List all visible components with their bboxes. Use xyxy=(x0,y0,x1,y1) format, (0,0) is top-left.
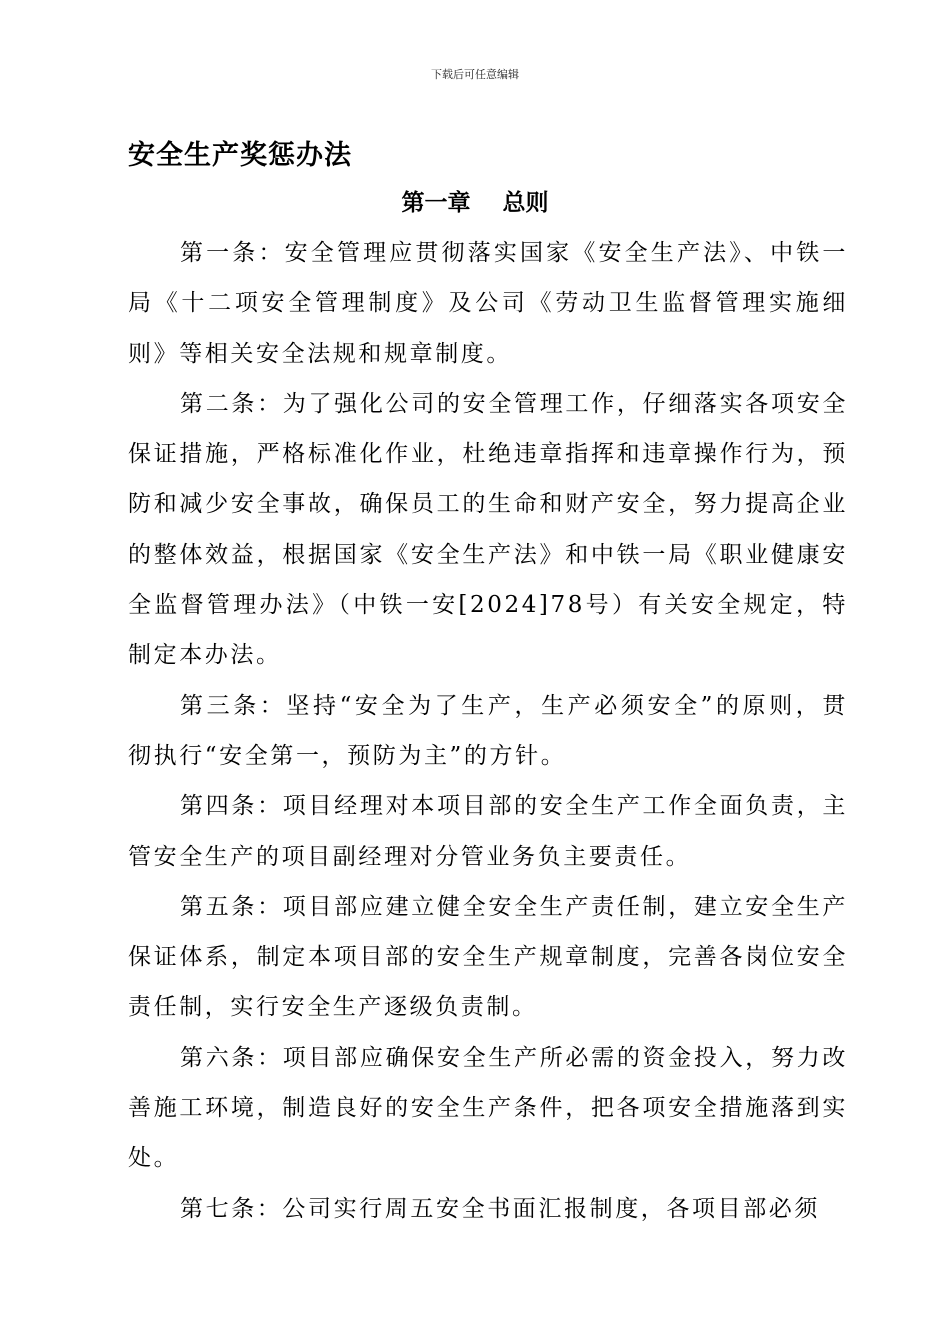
article-6: 第六条：项目部应确保安全生产所必需的资金投入，努力改善施工环境，制造良好的安全生产条件，把各项安全措施落到实处。 xyxy=(128,1044,848,1172)
article-3: 第三条：坚持“安全为了生产，生产必须安全”的原则，贯彻执行“安全第一，预防为主”的方针。 xyxy=(128,692,848,769)
article-5: 第五条：项目部应建立健全安全生产责任制，建立安全生产保证体系，制定本项目部的安全生产规章制度，完善各岗位安全责任制，实行安全生产逐级负责制。 xyxy=(128,893,848,1021)
document-body xyxy=(128,228,848,1234)
chapter-title: 第一章 总则 xyxy=(401,190,549,216)
article-2: 第二条：为了强化公司的安全管理工作，仔细落实各项安全保证措施，严格标准化作业，杜绝违章指挥和违章操作行为，预防和减少安全事故，确保员工的生命和财产安全，努力提高企业的整体效益，根据国家《安全生产法》和中铁一局《职业健康安全监督管理办法》（中铁一安[2024]78号）有关安全规定，特制定本办法。 xyxy=(128,390,848,669)
article-7: 第七条：公司实行周五安全书面汇报制度，各项目部必须 xyxy=(180,1195,820,1222)
article-4: 第四条：项目经理对本项目部的安全生产工作全面负责，主管安全生产的项目副经理对分管业务负主要责任。 xyxy=(128,793,848,870)
document-title: 安全生产奖惩办法 xyxy=(128,140,352,171)
article-1: 第一条：安全管理应贯彻落实国家《安全生产法》、中铁一局《十二项安全管理制度》及公司《劳动卫生监督管理实施细则》等相关安全法规和规章制度。 xyxy=(128,240,848,367)
page-header-note: 下载后可任意编辑 xyxy=(431,68,519,81)
